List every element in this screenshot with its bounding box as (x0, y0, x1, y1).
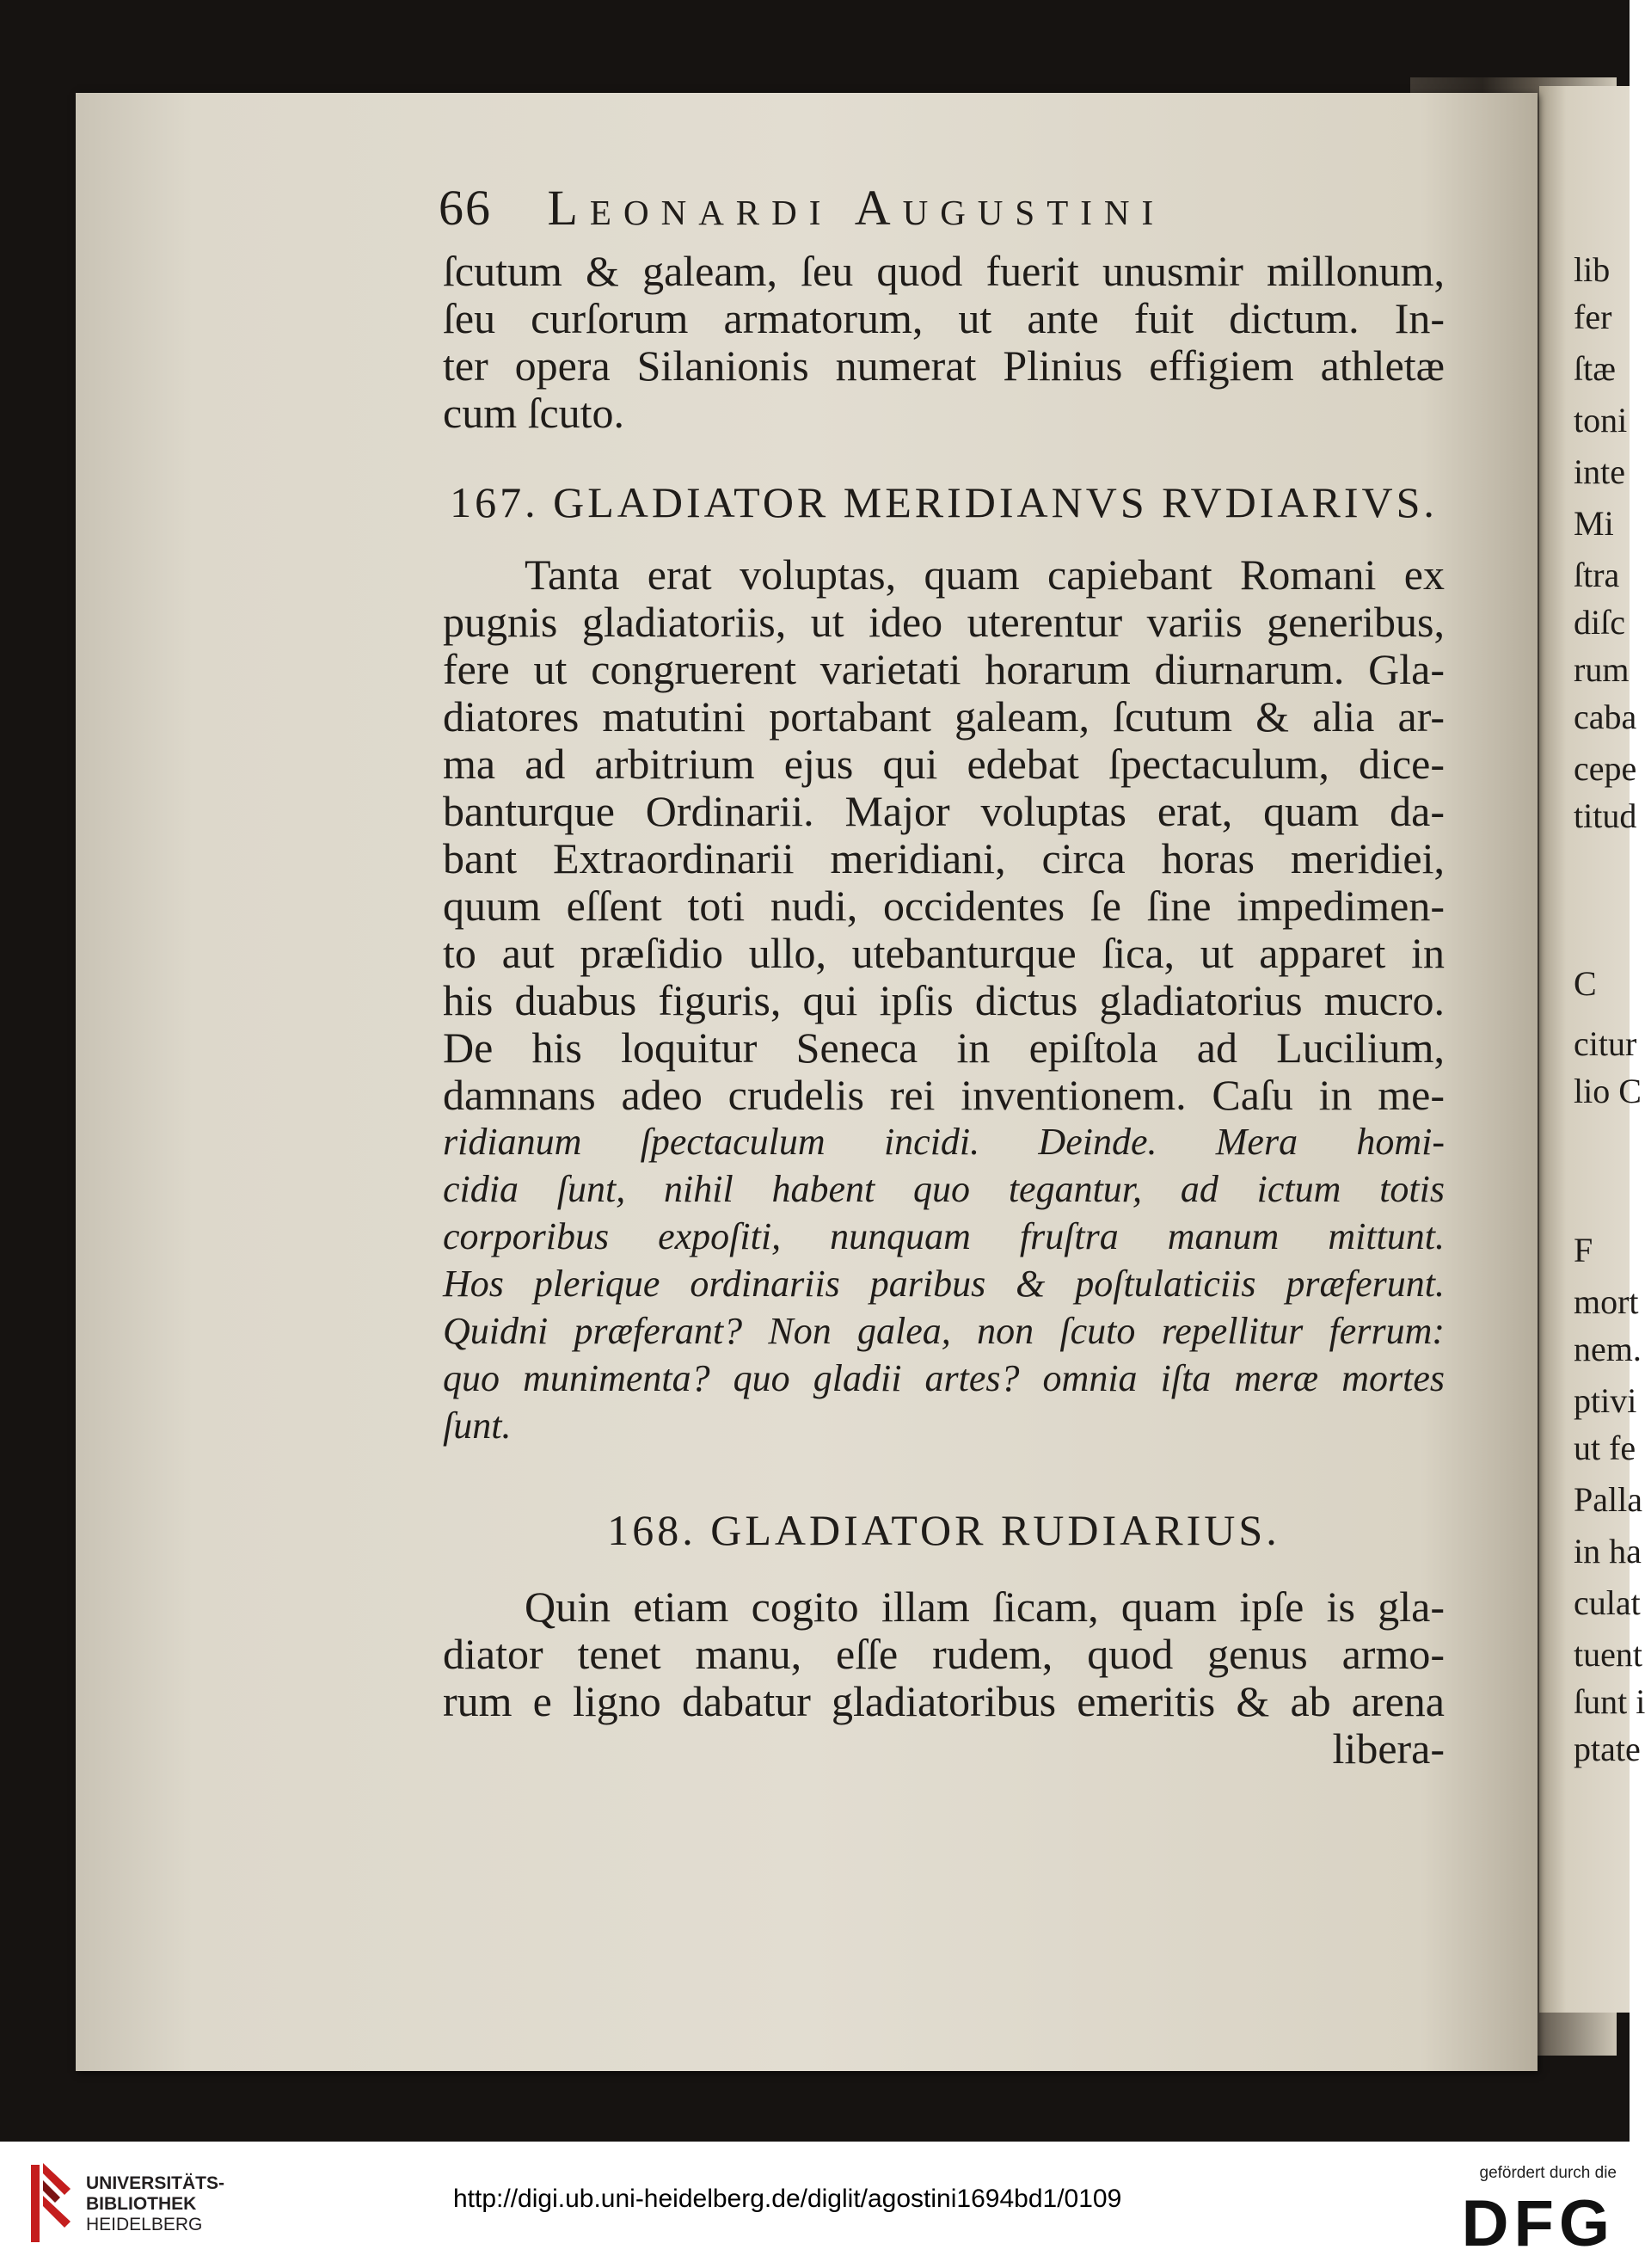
text-line: cum ſcuto. (443, 389, 625, 437)
facing-page-fragment: fer (1574, 298, 1612, 336)
facing-page-fragment: ſunt i (1574, 1682, 1645, 1721)
dfg-logo: DFG (1461, 2187, 1615, 2260)
facing-page-fragment: tuent (1574, 1635, 1642, 1674)
page-number: 66 (439, 180, 492, 236)
text-line: diatores matutini portabant galeam, ſcutum & alia ar- (443, 692, 1445, 741)
page-header (439, 179, 1298, 239)
section-heading-167: 167. GLADIATOR MERIDIANVS RVDIARIVS. (450, 478, 1438, 526)
text-line: ſcutum & galeam, ſeu quod fuerit unusmir millonum, (443, 247, 1445, 295)
university-library-logo-icon (26, 2154, 77, 2249)
quote-line: ſunt. (443, 1404, 512, 1447)
text-line: ter opera Silanionis numerat Plinius effigiem athletæ (443, 341, 1445, 390)
text-line: fere ut congruerent varietati horarum diurnarum. Gla- (443, 645, 1445, 693)
facing-page-fragment: citur (1574, 1024, 1637, 1063)
text-line: ſeu curſorum armatorum, ut ante fuit dictum. In- (443, 294, 1445, 342)
text-line: damnans adeo crudelis rei inventionem. Caſu in me- (443, 1071, 1445, 1119)
quote-line: Hos plerique ordinariis paribus & poſtulaticiis præferunt. (443, 1263, 1445, 1305)
facing-page-fragment: rum (1574, 650, 1630, 689)
text-line: ma ad arbitrium ejus qui edebat ſpectaculum, dice- (443, 740, 1445, 788)
quote-line: cidia ſunt, nihil habent quo tegantur, ad ictum totis (443, 1168, 1445, 1210)
facing-page-fragment: culat (1574, 1583, 1641, 1622)
facing-page-fragment: mort (1574, 1282, 1639, 1321)
facing-page-fragment: inte (1574, 452, 1625, 491)
permalink-url[interactable]: http://digi.ub.uni-heidelberg.de/diglit/agostini1694bd1/0109 (453, 2185, 1122, 2213)
facing-page-fragment: in ha (1574, 1532, 1642, 1570)
library-logo-text (86, 2173, 232, 2235)
facing-page-fragment: nem. (1574, 1330, 1642, 1368)
quote-line: quo munimenta? quo gladii artes? omnia iſta meræ mortes (443, 1357, 1445, 1399)
facing-page-fragment: cepe (1574, 749, 1637, 788)
text-line: rum e ligno dabatur gladiatoribus emeritis & ab arena (443, 1677, 1445, 1725)
facing-page-fragment: F (1574, 1231, 1593, 1269)
facing-page-fragment: ſtra (1574, 556, 1620, 594)
facing-page-fragment: lib (1574, 250, 1611, 289)
text-line: his duabus figuris, qui ipſis dictus gladiatorius mucro. (443, 976, 1445, 1024)
funded-by-label: gefördert durch die (1479, 2164, 1617, 2182)
text-line: libera- (1332, 1724, 1445, 1773)
facing-page-fragment: lio C (1574, 1072, 1642, 1110)
text-line: quum eſſent toti nudi, occidentes ſe ſine impedimen- (443, 882, 1445, 930)
facing-page-fragment: ut fe (1574, 1429, 1636, 1467)
text-line: banturque Ordinarii. Major voluptas erat, quam da- (443, 787, 1445, 835)
logo-line: HEIDELBERG (86, 2215, 203, 2234)
text-line: diator tenet manu, eſſe rudem, quod genus armo- (443, 1630, 1445, 1678)
facing-page-fragment: Mi (1574, 504, 1614, 543)
quote-line: Quidni præferant? Non galea, non ſcuto repellitur ferrum: (443, 1310, 1445, 1352)
facing-page-fragment: titud (1574, 796, 1637, 835)
section-heading-168: 168. GLADIATOR RUDIARIUS. (607, 1506, 1280, 1554)
facing-page-fragment: toni (1574, 401, 1628, 439)
logo-line: UNIVERSITÄTS- (86, 2173, 225, 2193)
text-line: Quin etiam cogito illam ſicam, quam ipſe is gla- (525, 1583, 1445, 1631)
text-line: to aut præſidio ullo, utebanturque ſica, ut apparet in (443, 929, 1445, 977)
quote-line: corporibus expoſiti, nunquam fruſtra manum mittunt. (443, 1215, 1445, 1257)
facing-page-fragment: diſc (1574, 603, 1625, 642)
text-line: Tanta erat voluptas, quam capiebant Romani ex (525, 550, 1445, 599)
logo-line: BIBLIOTHEK (86, 2194, 197, 2214)
facing-page-fragment: ptivi (1574, 1381, 1637, 1420)
text-line: bant Extraordinarii meridiani, circa horas meridiei, (443, 834, 1445, 882)
facing-page-fragment: ſtæ (1574, 349, 1616, 388)
facing-page-fragment: Palla (1574, 1480, 1642, 1519)
running-head: Leonardi Augustini (547, 180, 1166, 236)
facing-page-fragment: caba (1574, 698, 1637, 736)
facing-page-fragment: ptate (1574, 1730, 1641, 1768)
text-line: pugnis gladiatoriis, ut ideo uterentur variis generibus, (443, 598, 1445, 646)
quote-line: ridianum ſpectaculum incidi. Deinde. Mera homi- (443, 1121, 1445, 1163)
facing-page-fragment: C (1574, 964, 1597, 1003)
text-line: De his loquitur Seneca in epiſtola ad Lucilium, (443, 1023, 1445, 1072)
